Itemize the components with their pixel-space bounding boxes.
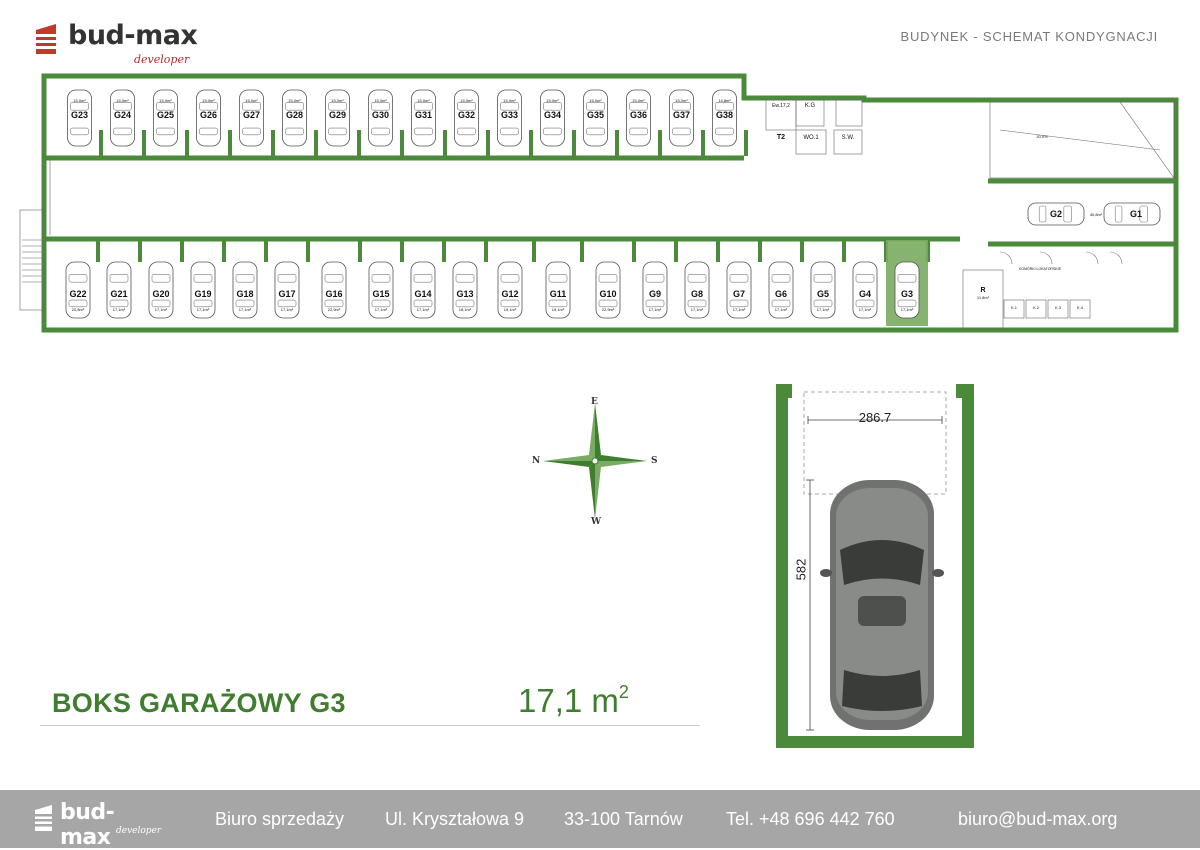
garage-area-top: 15,0m²	[288, 98, 301, 103]
garage-label-top: G30	[371, 110, 390, 120]
footer-email[interactable]: biuro@bud-max.org	[958, 809, 1118, 829]
garage-area-top: 15,0m²	[374, 98, 387, 103]
garage-box-detail	[770, 380, 980, 750]
garage-label-top: G34	[543, 110, 562, 120]
page-title: BUDYNEK - SCHEMAT KONDYGNACJI	[900, 29, 1158, 44]
garage-label-bottom: G18	[236, 289, 254, 299]
garage-area-bottom: 17,1m²	[900, 307, 914, 312]
storage-unit-label: K.1	[1010, 305, 1018, 310]
garage-area-bottom: 17,1m²	[774, 307, 788, 312]
storage-unit-label: K.2	[1032, 305, 1040, 310]
garage-label-bottom: G6	[774, 289, 788, 299]
r-label: R	[980, 287, 986, 294]
floor-plan-drawing	[0, 60, 1200, 350]
garage-label-top: G37	[672, 110, 691, 120]
garage-area-bottom: 17,1m²	[238, 307, 252, 312]
compass-rose	[530, 395, 660, 530]
garage-area-bottom: 19,1m²	[551, 307, 565, 312]
garage-box-area	[518, 682, 629, 720]
garage-label-top: G33	[500, 110, 519, 120]
garage-label-bottom: G10	[599, 289, 617, 299]
door-swing	[1040, 252, 1052, 264]
footer-phone[interactable]: Tel. +48 696 442 760	[726, 809, 895, 829]
garage-label-right: G2	[1049, 209, 1063, 219]
compass-label-top: E	[591, 397, 598, 407]
storage-unit-label: K.3	[1054, 305, 1062, 310]
garage-box-title: BOKS GARAŻOWY G3	[52, 688, 346, 718]
compass-icon	[530, 395, 660, 530]
ramp-slope: 20,0%	[1036, 134, 1048, 139]
sw-label: S.W.	[841, 135, 855, 141]
garage-area-bottom: 17,1m²	[690, 307, 704, 312]
garage-area-top: 15,0m²	[73, 98, 86, 103]
garage-label-bottom: G7	[732, 289, 746, 299]
car-icon	[820, 480, 944, 730]
storage-label: KOMÓRKI LOKATORSKIE	[1019, 267, 1061, 271]
garage-area-bottom: 17,1m²	[112, 307, 126, 312]
garage-area-right: 40,8m²	[1089, 212, 1103, 217]
garage-area-top: 15,0m²	[331, 98, 344, 103]
sw-room	[834, 130, 862, 154]
door-swing	[1000, 252, 1012, 264]
garage-label-top: G32	[457, 110, 476, 120]
garage-label-bottom: G9	[648, 289, 662, 299]
garage-label-bottom: G19	[194, 289, 212, 299]
garage-area-top: 15,0m²	[460, 98, 473, 103]
garage-area-bottom: 17,1m²	[732, 307, 746, 312]
garage-area-top: 15,0m²	[417, 98, 430, 103]
building-logo-icon	[34, 804, 56, 832]
footer-bar	[0, 790, 1200, 848]
garage-area-top: 15,0m²	[632, 98, 645, 103]
garage-label-top: G35	[586, 110, 605, 120]
area-unit: 2	[618, 682, 629, 702]
garage-area-top: 15,0m²	[546, 98, 559, 103]
garage-area-bottom: 17,1m²	[196, 307, 210, 312]
garage-label-bottom: G15	[372, 289, 390, 299]
garage-label-top: G36	[629, 110, 648, 120]
garage-area-bottom: 17,1m²	[154, 307, 168, 312]
garage-area-bottom: 17,1m²	[280, 307, 294, 312]
stair-label: Ew.17,2	[772, 103, 790, 109]
garage-area-top: 15,0m²	[159, 98, 172, 103]
garage-area-bottom: 18,1m²	[458, 307, 472, 312]
garage-area-bottom: 19,1m²	[503, 307, 517, 312]
floor-plan	[0, 60, 1200, 350]
door-swing	[1110, 252, 1122, 264]
wo-label: WO.1	[803, 135, 819, 141]
garage-label-bottom: G13	[456, 289, 474, 299]
garage-area-top: 15,0m²	[503, 98, 516, 103]
title-divider	[40, 725, 700, 726]
garage-label-bottom: G20	[152, 289, 170, 299]
garage-area-top: 14,8m²	[718, 98, 731, 103]
building-logo-icon	[34, 22, 62, 56]
garage-label-top: G28	[285, 110, 304, 120]
storage-unit-label: K.4	[1076, 305, 1084, 310]
garage-label-bottom: G3	[900, 289, 914, 299]
garage-area-top: 15,0m²	[589, 98, 602, 103]
garage-area-bottom: 22,9m²	[601, 307, 615, 312]
garage-label-right: G1	[1129, 209, 1143, 219]
garage-area-top: 15,0m²	[116, 98, 129, 103]
garage-label-top: G29	[328, 110, 347, 120]
length-dimension: 582	[793, 558, 809, 581]
garage-area-bottom: 22,9m²	[327, 307, 341, 312]
garage-label-bottom: G14	[414, 289, 432, 299]
compass-label-bottom: W	[591, 517, 602, 527]
garage-area-bottom: 17,1m²	[816, 307, 830, 312]
area-value: 17,1 m	[518, 682, 619, 719]
garage-label-bottom: G5	[816, 289, 830, 299]
garage-area-top: 15,0m²	[675, 98, 688, 103]
footer-office: Biuro sprzedaży	[215, 809, 345, 829]
garage-label-top: G31	[414, 110, 433, 120]
logo-subtitle: developer	[134, 53, 190, 66]
garage-area-bottom: 20,8m²	[71, 307, 85, 312]
garage-area-bottom: 17,1m²	[416, 307, 430, 312]
t2-label: T2	[776, 134, 786, 141]
garage-label-bottom: G21	[110, 289, 128, 299]
storage-room	[836, 100, 862, 126]
garage-label-bottom: G12	[501, 289, 519, 299]
footer-logo-text: bud-max	[60, 800, 115, 850]
wo-room	[796, 130, 826, 154]
garage-label-top: G38	[715, 110, 734, 120]
garage-area-top: 15,0m²	[202, 98, 215, 103]
garage-area-top: 15,0m²	[245, 98, 258, 103]
footer-street: Ul. Kryształowa 9	[385, 809, 525, 829]
garage-label-bottom: G8	[690, 289, 704, 299]
garage-label-top: G25	[156, 110, 175, 120]
compass-label-right: S	[651, 456, 658, 466]
garage-label-top: G23	[70, 110, 89, 120]
garage-label-bottom: G4	[858, 289, 872, 299]
kg-label: K.G	[804, 103, 816, 109]
garage-label-bottom: G11	[549, 289, 567, 299]
door-swing	[1086, 252, 1098, 264]
compass-label-left: N	[532, 456, 541, 466]
garage-area-bottom: 17,1m²	[648, 307, 662, 312]
garage-label-top: G24	[113, 110, 132, 120]
garage-label-bottom: G16	[325, 289, 343, 299]
garage-area-bottom: 17,1m²	[858, 307, 872, 312]
r-area: 11,8m²	[976, 295, 990, 300]
footer-city: 33-100 Tarnów	[564, 809, 683, 829]
garage-label-bottom: G22	[69, 289, 87, 299]
garage-label-top: G26	[199, 110, 218, 120]
logo-text: bud-max	[68, 20, 198, 51]
width-dimension: 286.7	[858, 410, 892, 425]
footer-logo	[34, 800, 164, 850]
garage-label-top: G27	[242, 110, 261, 120]
garage-label-bottom: G17	[278, 289, 296, 299]
footer-logo-subtitle: developer	[116, 826, 162, 836]
garage-area-bottom: 17,1m²	[374, 307, 388, 312]
